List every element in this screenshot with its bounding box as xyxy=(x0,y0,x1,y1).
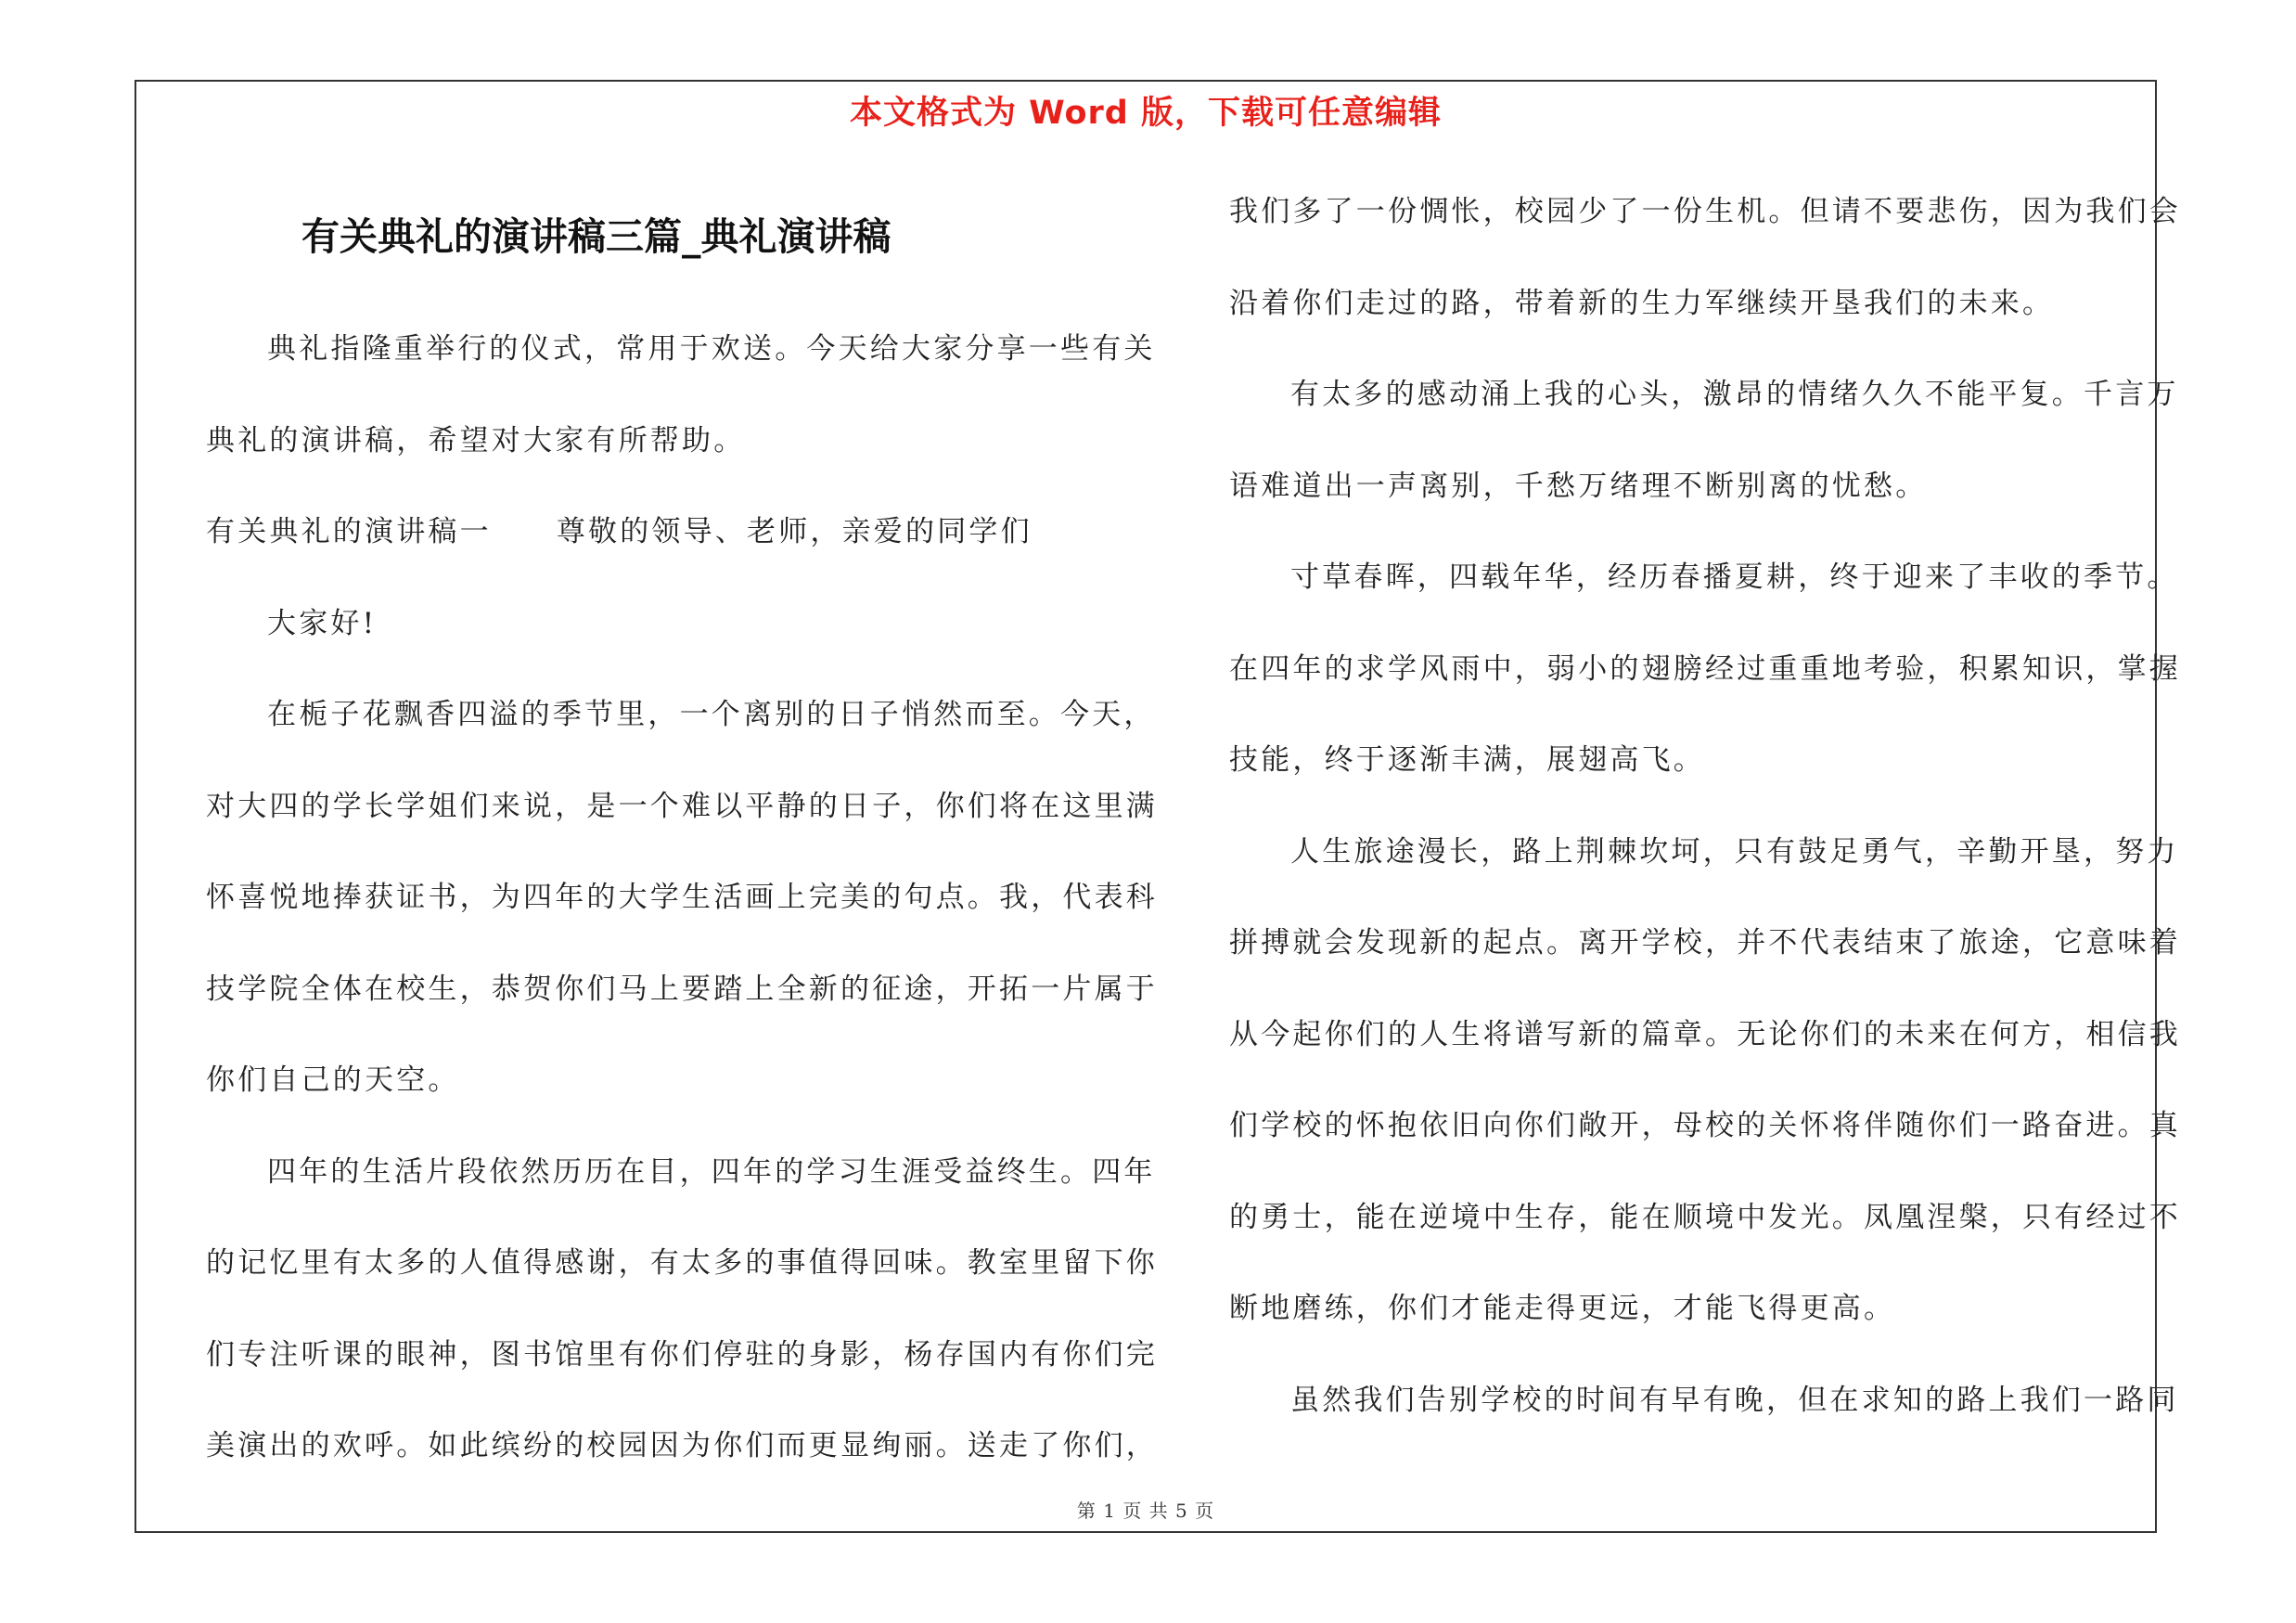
salutation: 尊敬的领导、老师，亲爱的同学们 xyxy=(556,515,1033,548)
paragraph-line: 寸草春晖，四载年华，经历春播夏耕，终于迎来了丰收的季节。 xyxy=(1290,560,2179,594)
paragraph-line: 人生旅途漫长，路上荆棘坎坷，只有鼓足勇气，辛勤开垦，努力 xyxy=(1290,834,2179,869)
format-banner: 本文格式为 Word 版，下载可任意编辑 xyxy=(849,95,1443,132)
speech-heading-line xyxy=(206,486,1134,578)
paragraph-line: 美演出的欢呼。如此缤纷的校园因为你们而更显绚丽。送走了你们， xyxy=(206,1429,1158,1462)
right-column xyxy=(1229,166,2181,1446)
paragraph-line: 有太多的感动涌上我的心头，激昂的情绪久久不能平复。千言万 xyxy=(1290,378,2179,411)
paragraph-line: 语难道出一声离别，千愁万绪理不断别离的忧愁。 xyxy=(1229,469,1928,503)
intro-line: 典礼的演讲稿，希望对大家有所帮助。 xyxy=(206,423,746,457)
paragraph-line: 们学校的怀抱依旧向你们敞开，母校的关怀将伴随你们一路奋进。真 xyxy=(1229,1109,2181,1142)
greeting: 大家好! xyxy=(267,606,378,640)
paragraph-line: 从今起你们的人生将谱写新的篇章。无论你们的未来在何方，相信我 xyxy=(1229,1017,2181,1051)
speech-heading: 有关典礼的演讲稿一 xyxy=(206,515,492,548)
paragraph-line: 沿着你们走过的路，带着新的生力军继续开垦我们的未来。 xyxy=(1229,286,2055,320)
document-title: 有关典礼的演讲稿三篇_典礼演讲稿 xyxy=(301,214,891,259)
page-number-footer: 第 1 页 共 5 页 xyxy=(1076,1500,1215,1522)
paragraph-line: 技学院全体在校生，恭贺你们马上要踏上全新的征途，开拓一片属于 xyxy=(206,972,1158,1006)
paragraph-line: 我们多了一份惆怅，校园少了一份生机。但请不要悲伤，因为我们会 xyxy=(1229,195,2181,228)
paragraph-line: 在四年的求学风雨中，弱小的翅膀经过重重地考验，积累知识，掌握 xyxy=(1229,651,2181,686)
paragraph-line: 的勇士，能在逆境中生存，能在顺境中发光。凤凰涅槃，只有经过不 xyxy=(1229,1200,2181,1234)
intro-line: 典礼指隆重举行的仪式，常用于欢送。今天给大家分享一些有关 xyxy=(267,332,1156,366)
paragraph-line: 怀喜悦地捧获证书，为四年的大学生活画上完美的句点。我，代表科 xyxy=(206,881,1158,914)
paragraph-line: 你们自己的天空。 xyxy=(206,1063,460,1097)
paragraph-line: 们专注听课的眼神，图书馆里有你们停驻的身影，杨存国内有你们完 xyxy=(206,1337,1158,1372)
paragraph-line: 在栀子花飘香四溢的季节里，一个离别的日子悄然而至。今天， xyxy=(267,698,1156,731)
left-column xyxy=(206,303,1158,1492)
paragraph-line: 对大四的学长学姐们来说，是一个难以平静的日子，你们将在这里满 xyxy=(206,789,1158,823)
paragraph-line: 拼搏就会发现新的起点。离开学校，并不代表结束了旅途，它意味着 xyxy=(1229,926,2181,960)
paragraph-line: 断地磨练，你们才能走得更远，才能飞得更高。 xyxy=(1229,1292,1896,1325)
paragraph-line: 虽然我们告别学校的时间有早有晚，但在求知的路上我们一路同 xyxy=(1290,1383,2179,1417)
paragraph-line: 四年的生活片段依然历历在目，四年的学习生涯受益终生。四年 xyxy=(267,1154,1156,1189)
paragraph-line: 的记忆里有太多的人值得感谢，有太多的事值得回味。教室里留下你 xyxy=(206,1246,1158,1280)
paragraph-line: 技能，终于逐渐丰满，展翅高飞。 xyxy=(1229,743,1705,777)
